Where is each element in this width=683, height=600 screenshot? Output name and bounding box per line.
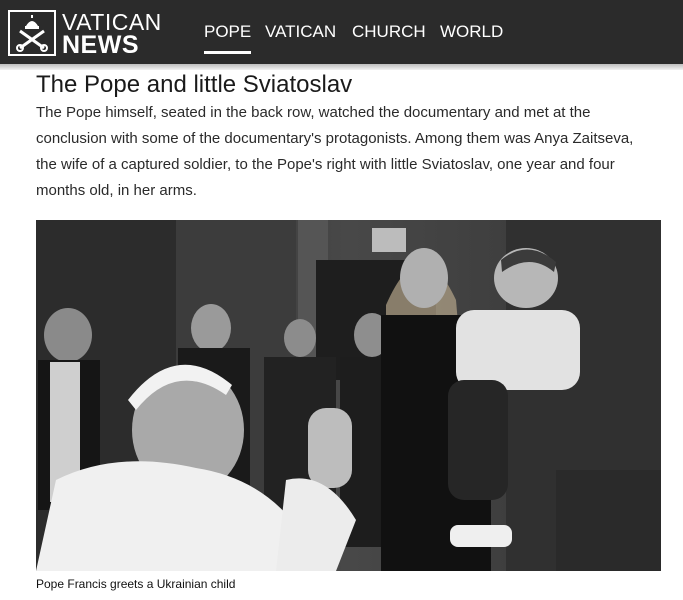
article-body: The Pope himself, seated in the back row, watched the documentary and met at the conclusion with some of the documentary's protagonists. Among them was Anya Zaitseva, the wife of a captured soldier, to the Pope's right with little Sviatoslav, one year and four months old, in her arms. (36, 104, 634, 199)
site-header (0, 0, 683, 64)
article-photo[interactable] (36, 220, 661, 571)
vatican-news-logo[interactable] (8, 10, 56, 56)
nav-item-church-label: CHURCH (352, 22, 426, 41)
nav-item-church[interactable] (352, 22, 426, 42)
nav-active-indicator (204, 51, 251, 54)
nav-item-world[interactable] (440, 22, 503, 42)
photo-caption: Pope Francis greets a Ukrainian child (36, 577, 236, 591)
header-divider (0, 64, 683, 70)
nav-item-pope-label: POPE (204, 22, 252, 41)
nav-item-vatican[interactable] (265, 22, 336, 42)
logo-text-news: NEWS (62, 31, 139, 59)
article-title: The Pope and little Sviatoslav (36, 71, 353, 98)
nav-item-vatican-label: VATICAN (265, 22, 337, 41)
papal-keys-emblem-icon (12, 14, 52, 52)
photo-illustration (36, 220, 661, 571)
nav-item-pope[interactable] (204, 22, 251, 42)
nav-item-world-label: WORLD (440, 22, 504, 41)
logo-text-vatican: VATICAN (62, 9, 162, 35)
